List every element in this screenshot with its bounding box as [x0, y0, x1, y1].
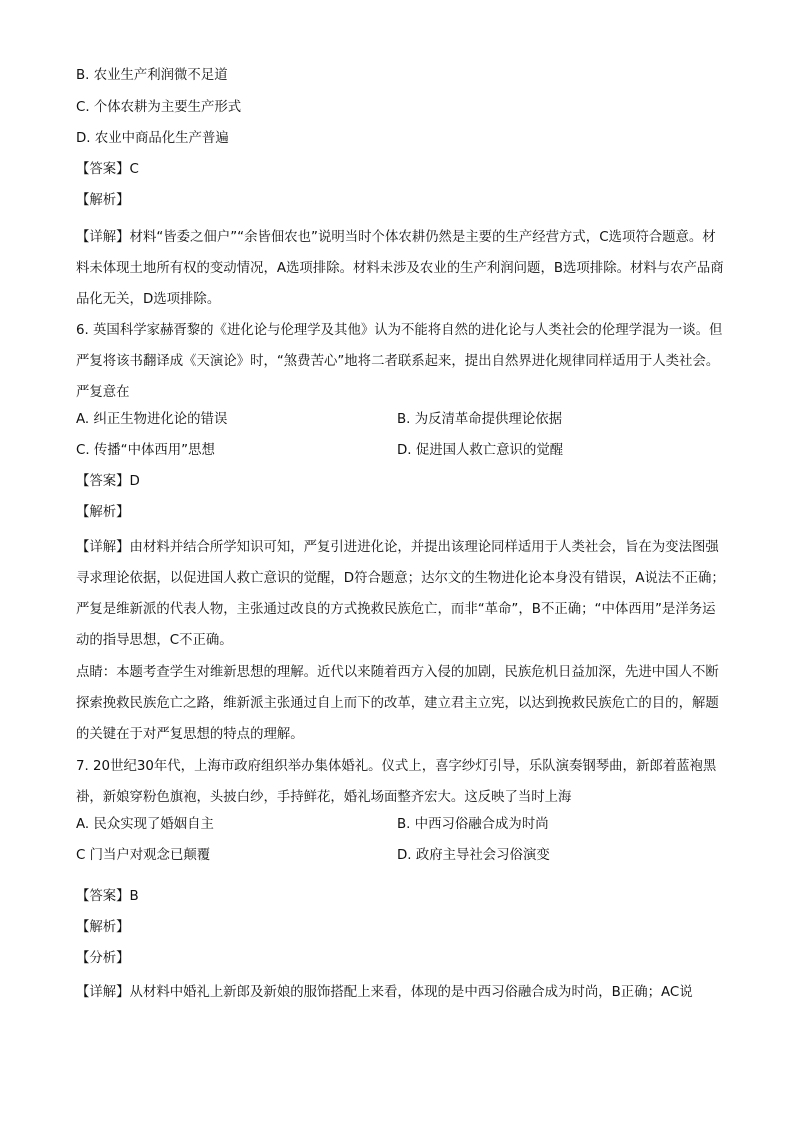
q7-option-a: A. 民众实现了婚姻自主 — [76, 817, 214, 832]
q5-detail: 【详解】材料“皆委之佃户”“余皆佃农也”说明当时个体农耕仍然是主要的生产经营方式，C选项符合题意。材料未体现土地所有权的变动情况，A选项排除。材料未涉及农业的生产利润问题，B选项排除。材料与农产品商品化无关，D选项排除。 — [76, 230, 724, 307]
q7-analysis-heading: 【解析】 — [76, 920, 130, 935]
q6-note: 点睛：本题考查学生对维新思想的理解。近代以来随着西方入侵的加剧，民族危机日益加深，先进中国人不断探索挽救民族危亡之路，维新派主张通过自上而下的改革，建立君主立宪，以达到挽救民族危亡的目的，解题的关键在于对严复思想的特点的理解。 — [76, 665, 719, 742]
q7-stem: 7. 20世纪30年代，上海市政府组织举办集体婚礼。仪式上，喜字纱灯引导，乐队演奏钢琴曲，新郎着蓝袍黑褂，新娘穿粉色旗袍，头披白纱，手持鲜花，婚礼场面整齐宏大。这反映了当时上海 — [76, 759, 717, 805]
q5-answer: 【答案】C — [76, 162, 139, 177]
q6-answer: 【答案】D — [76, 474, 140, 489]
q6-detail: 【详解】由材料并结合所学知识可知，严复引进进化论，并提出该理论同样适用于人类社会，旨在为变法图强寻求理论依据，以促进国人救亡意识的觉醒，D符合题意；达尔文的生物进化论本身没有错误，A说法不正确；严复是维新派的代表人物，主张通过改良的方式挽救民族危亡，而非“革命”，B不正确；“中体西用”是洋务运动的指导思想，C不正确。 — [76, 540, 725, 648]
q7-detail: 【详解】从材料中婚礼上新郎及新娘的服饰搭配上来看，体现的是中西习俗融合成为时尚，B正确；AC说 — [76, 985, 693, 1000]
q6-analysis-heading: 【解析】 — [76, 505, 130, 520]
q7-answer: 【答案】B — [76, 889, 139, 904]
q6-stem: 6. 英国科学家赫胥黎的《进化论与伦理学及其他》认为不能将自然的进化论与人类社会的伦理学混为一谈。但严复将该书翻译成《天演论》时，“煞费苦心”地将二者联系起来，提出自然界进化规律同样适用于人类社会。严复意在 — [76, 323, 723, 400]
q7-fenxi-heading: 【分析】 — [76, 951, 130, 966]
q6-option-b: B. 为反清革命提供理论依据 — [397, 412, 562, 427]
q6-option-d: D. 促进国人救亡意识的觉醒 — [397, 443, 564, 458]
q7-option-b: B. 中西习俗融合成为时尚 — [397, 817, 549, 832]
q7-option-c: C 门当户对观念已颠覆 — [76, 848, 211, 863]
q5-analysis-heading: 【解析】 — [76, 193, 130, 208]
q5-option-c: C. 个体农耕为主要生产形式 — [76, 100, 242, 115]
q6-option-c: C. 传播“中体西用”思想 — [76, 443, 215, 458]
q7-option-d: D. 政府主导社会习俗演变 — [397, 848, 550, 863]
q5-option-d: D. 农业中商品化生产普遍 — [76, 131, 229, 146]
q6-option-a: A. 纠正生物进化论的错误 — [76, 412, 228, 427]
q5-option-b: B. 农业生产利润微不足道 — [76, 68, 228, 83]
